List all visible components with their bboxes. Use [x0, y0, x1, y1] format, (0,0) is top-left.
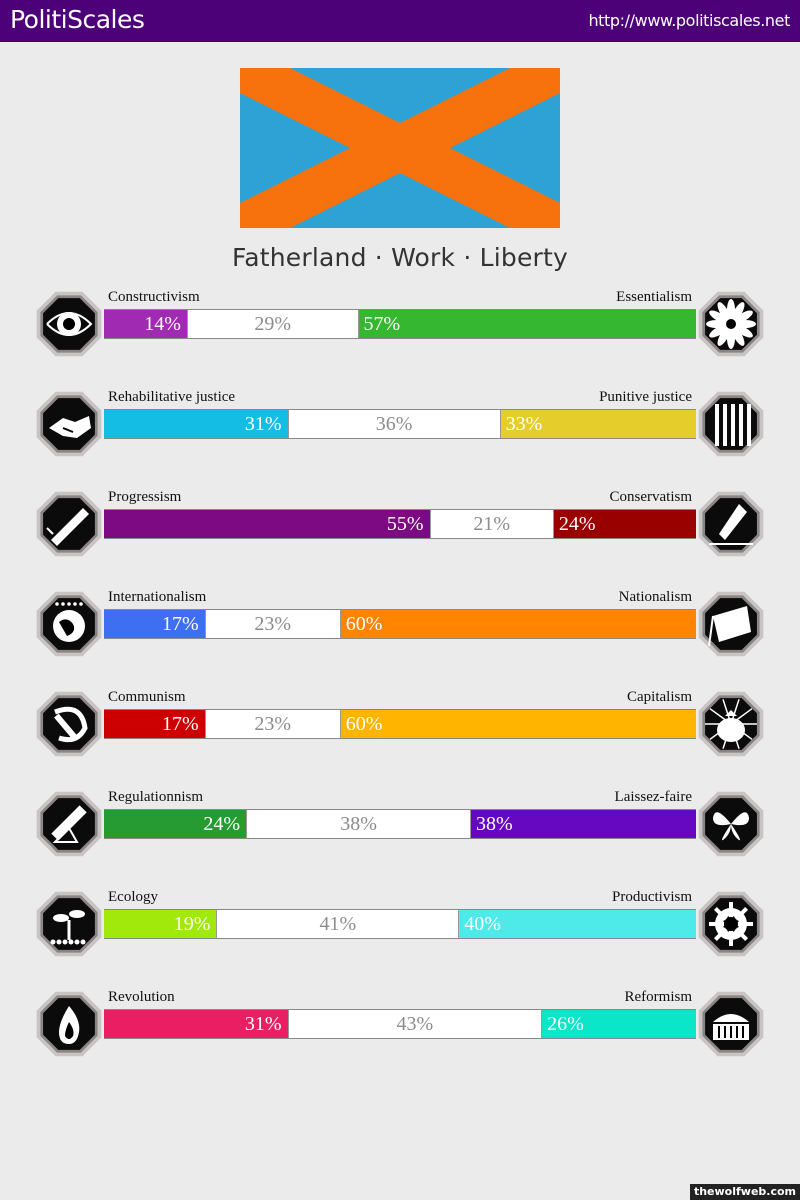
axis-right-label: Laissez-faire — [614, 789, 692, 805]
neutral-score: 23% — [205, 610, 341, 638]
axis-left-label: Rehabilitative justice — [108, 389, 236, 405]
neutral-score: 36% — [288, 410, 501, 438]
axis-left-label: Revolution — [108, 989, 175, 1005]
axis-row — [0, 688, 800, 768]
axis-row — [0, 588, 800, 668]
prison-bars-icon — [695, 388, 767, 460]
header-bar — [0, 0, 800, 42]
flag-icon — [695, 588, 767, 660]
neutral-score: 29% — [187, 310, 359, 338]
axis-left-label: Communism — [108, 689, 186, 705]
left-score: 55% — [104, 510, 430, 538]
axis-row — [0, 388, 800, 468]
right-score: 60% — [341, 610, 696, 638]
globe-icon — [33, 588, 105, 660]
axis-right-label: Capitalism — [627, 689, 692, 705]
axis-left-label: Regulationnism — [108, 789, 203, 805]
neutral-score: 41% — [216, 910, 459, 938]
right-score: 40% — [459, 910, 696, 938]
axis-row — [0, 288, 800, 368]
parliament-icon — [695, 988, 767, 1060]
axis-right-label: Nationalism — [618, 589, 692, 605]
axis-left-label: Progressism — [108, 489, 182, 505]
axis-row — [0, 988, 800, 1068]
ruler-icon — [33, 788, 105, 860]
left-score: 24% — [104, 810, 246, 838]
axis-bar — [104, 609, 696, 639]
left-score: 14% — [104, 310, 187, 338]
eye-icon — [33, 288, 105, 360]
gear-icon — [695, 888, 767, 960]
axis-bar — [104, 809, 696, 839]
left-score: 17% — [104, 610, 205, 638]
right-score: 26% — [542, 1010, 696, 1038]
right-score: 38% — [471, 810, 696, 838]
right-score: 24% — [554, 510, 696, 538]
axis-bar — [104, 509, 696, 539]
flower-icon — [695, 288, 767, 360]
left-score: 19% — [104, 910, 216, 938]
neutral-score: 38% — [246, 810, 471, 838]
axis-left-label: Constructivism — [108, 289, 200, 305]
right-score: 57% — [359, 310, 696, 338]
neutral-score: 43% — [288, 1010, 543, 1038]
axis-left-label: Ecology — [108, 889, 158, 905]
right-score: 60% — [341, 710, 696, 738]
watermark: thewolfweb.com — [690, 1184, 800, 1200]
axis-bar — [104, 409, 696, 439]
left-score: 17% — [104, 710, 205, 738]
brand-logo[interactable]: PolitiScales — [10, 5, 145, 34]
neutral-score: 23% — [205, 710, 341, 738]
axis-right-label: Reformism — [624, 989, 692, 1005]
axis-bar — [104, 309, 696, 339]
quill-pen-icon — [695, 488, 767, 560]
axis-right-label: Productivism — [611, 889, 692, 905]
money-bag-icon — [695, 688, 767, 760]
rocket-icon — [33, 488, 105, 560]
axis-row — [0, 788, 800, 868]
sprout-icon — [33, 888, 105, 960]
handshake-icon — [33, 388, 105, 460]
axis-bar — [104, 1009, 696, 1039]
axis-left-label: Internationalism — [108, 589, 207, 605]
hammer-sickle-icon — [33, 688, 105, 760]
axis-right-label: Punitive justice — [599, 389, 692, 405]
axis-right-label: Conservatism — [609, 489, 692, 505]
site-url-link[interactable]: http://www.politiscales.net — [588, 11, 790, 30]
motto-slogan: Fatherland · Work · Liberty — [231, 243, 569, 272]
butterfly-icon — [695, 788, 767, 860]
right-score: 33% — [501, 410, 696, 438]
fire-icon — [33, 988, 105, 1060]
axis-bar — [104, 709, 696, 739]
neutral-score: 21% — [430, 510, 554, 538]
axis-row — [0, 488, 800, 568]
left-score: 31% — [104, 1010, 288, 1038]
axis-row — [0, 888, 800, 968]
left-score: 31% — [104, 410, 288, 438]
axis-right-label: Essentialism — [616, 289, 692, 305]
flag-image — [240, 68, 560, 228]
axis-bar — [104, 909, 696, 939]
